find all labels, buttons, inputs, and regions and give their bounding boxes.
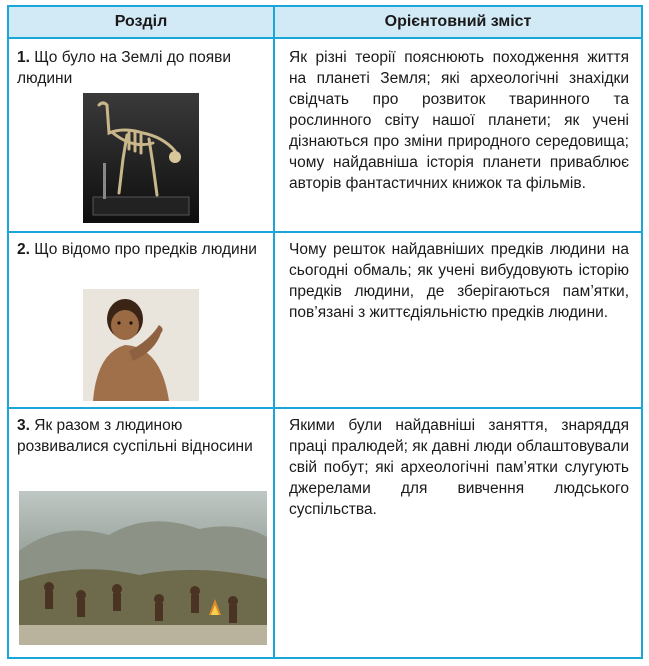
- row-2-number: 2.: [17, 241, 30, 258]
- header-section: Розділ: [9, 7, 273, 39]
- row-3-title: Як разом з людиною розвивалися суспільні відносини: [17, 417, 253, 455]
- row-1-content: Як різні теорії пояснюють походження життя на планеті Земля; які археологічні знахідки свідчать про розвиток тваринного та рослинного світу нашої планети; як учені дізнаються про зміни природного середовища; чому найдавніша історія планети приваблює авторів фантастичних книжок та фільмів.: [289, 49, 629, 192]
- row-3-number: 3.: [17, 417, 30, 434]
- row-1-number: 1.: [17, 49, 30, 66]
- row-3-content: Якими були найдавніші заняття, знаряддя праці пралюдей; як давні люди облаштовували свій побут; які археологічні пам’ятки слугують джерелами для вивчення людського суспільства.: [289, 417, 629, 518]
- dinosaur-skeleton-image: [83, 93, 199, 223]
- early-human-image: [83, 289, 199, 401]
- header-content: Орієнтовний зміст: [275, 7, 641, 39]
- prehistoric-camp-image: [19, 491, 267, 645]
- row-2-title: Що відомо про предків людини: [34, 241, 257, 258]
- content-table: [7, 5, 643, 659]
- row-2-content: Чому решток найдавніших предків людини на сьогодні обмаль; як учені вибудовують історію предків людини, де зберігаються пам’ятки, пов’язані з життєдіяльністю предків людини.: [289, 241, 629, 321]
- row-1-title: Що було на Землі до появи людини: [17, 49, 231, 87]
